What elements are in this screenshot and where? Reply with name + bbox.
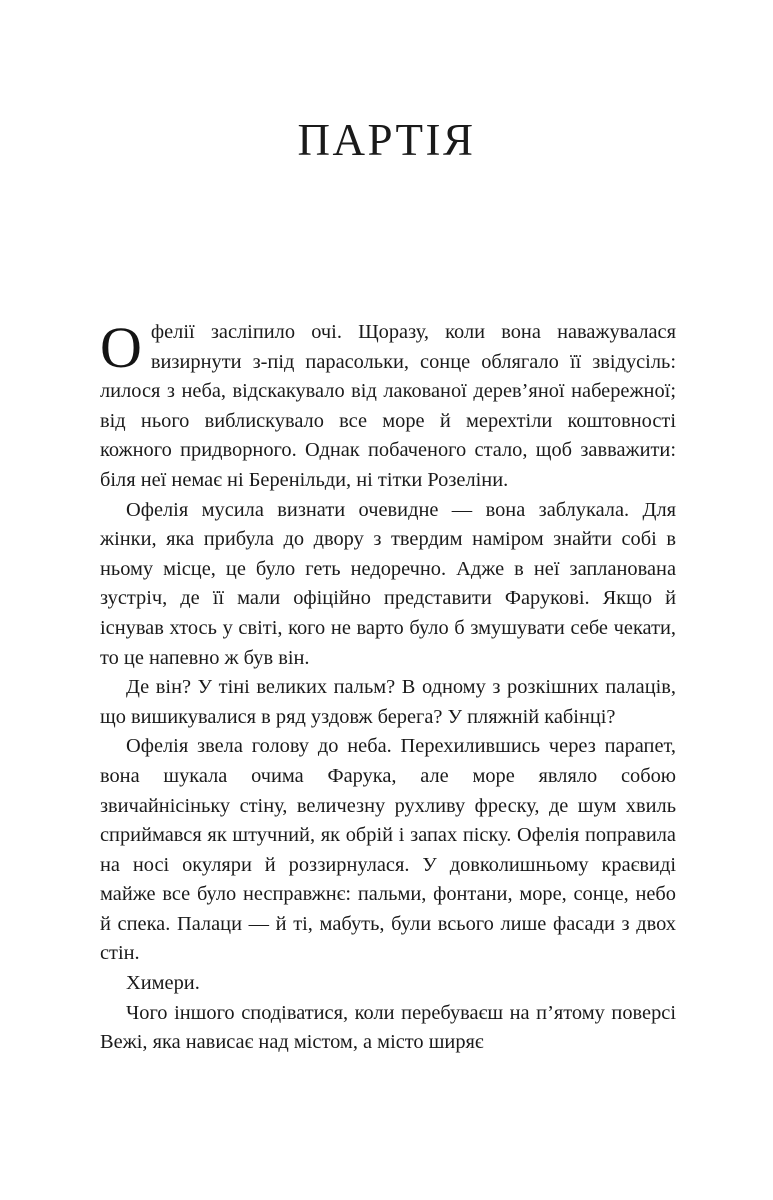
paragraph-5: Химери. [126, 972, 200, 995]
paragraph-3: Де він? У тіні великих пальм? В одному з розкішних палаців, що вишикувалися в ряд уздовж берега? У пляжній кабінці? [100, 676, 676, 728]
paragraph-6: Чого іншого сподіватися, коли перебуваєш на п’ятому поверсі Вежі, яка нависає над містом, а місто ширяє [100, 1001, 676, 1054]
paragraph-2: Офелія мусила визнати очевидне — вона заблукала. Для жінки, яка прибула до двору з твердим наміром знайти собі в ньому місце, це було геть недоречно. Адже в неї запланована зустріч, де її мали офіційно представити Фарукові. Якщо й існував хтось у світі, кого не варто було б змушувати себе чекати, то це напевно ж був він. [100, 498, 676, 669]
drop-cap-letter: О [100, 315, 142, 380]
paragraph-4: Офелія звела голову до неба. Перехилившись через парапет, вона шукала очима Фарука, але море являло собою звичайнісіньку стіну, величезну рухливу фреску, де шум хвиль сприймався як штучний, як обрій і запах піску. Офелія поправила на носі окуляри й роззирнулася. У довколишньому краєвиді майже все було несправжнє: пальми, фонтани, море, сонце, небо й спека. Палаци — й ті, мабуть, були всього лише фасади з двох стін. [100, 735, 676, 965]
paragraph-1-text: фелії засліпило очі. Щоразу, коли вона наважувалася визирнути з-під парасольки, сонце облягало її звідусіль: лилося з неба, відскакувало від лакованої дерев’яної набережної; від нього виблискувало все море й мерехтіли коштовності кожного придворного. Однак побаченого стало, щоб завважити: біля неї немає ні Беренільди, ні тітки Розеліни. [100, 321, 676, 491]
paragraph-1 [100, 315, 676, 496]
body-text-column [100, 315, 676, 1058]
chapter-title: ПАРТІЯ [297, 115, 476, 165]
